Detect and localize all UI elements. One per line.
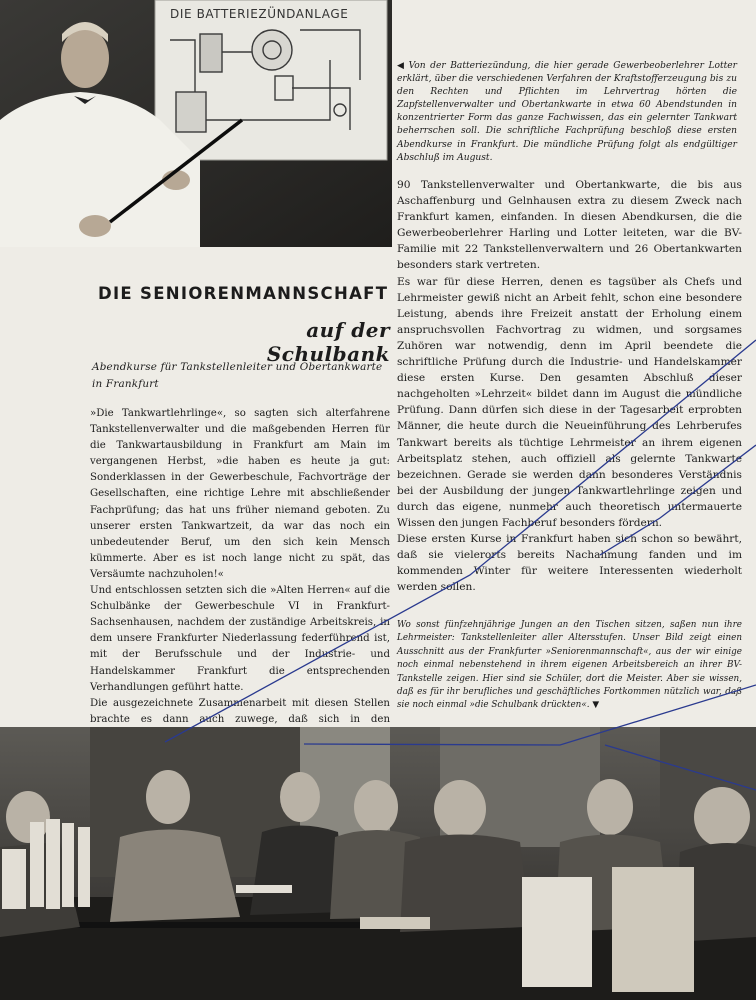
left-paragraph-1: »Die Tankwartlehrlinge«, so sagten sich alterfahrene Tankstellenverwalter und die maßgebenden Herren für die Tankwartausbildung in Frankfurt am Main im vergangenen Herbst, »die haben es heute ja gut: Sonderklassen in der Gewerbeschule, Fachvorträge der Gesellschaften, eine richtige Lehre mit abschließender Fachprüfung; das hat uns früher niemand geboten. Zu unserer ersten Tankwartzeit, da war das noch ein unbedeutender Beruf, um den sich kein Mensch kümmerte. Aber es ist noch lange nicht zu spät, das Versäumte nachzuholen!«: [90, 408, 390, 580]
diagram-title: DIE BATTERIEZÜNDANLAGE: [170, 7, 349, 21]
left-paragraph-3: Die ausgezeichnete Zusammenarbeit mit diesen Stellen brachte es dann auch zuwege, daß sich in den: [90, 697, 390, 725]
caption-top-text: Von der Batteriezündung, die hier gerade Gewerbeoberlehrer Lotter erklärt, über die verschiedenen Verfahren der Kraftstofferzeugung bis zu den Rechten und Pflichten im Lehrvertrag hörten die Zapfstellenverwalter und Obertankwarte in etwa 60 Abendstunden in konzentrierter Form das ganze Fachwissen, das ein gelernter Tankwart beherrschen soll. Die schriftliche Fachprüfung beschloß diese ersten Abendkurse in Frankfurt. Die mündliche Prüfung folgt als endgültiger Abschluß im August.: [397, 61, 737, 163]
right-paragraph-1: 90 Tankstellenverwalter und Obertankwarte, die bis aus Aschaffenburg und Gelnhausen extra zu diesem Zweck nach Frankfurt kamen, einfanden. In diesen Abendkursen, die die Gewerbeoberlehrer Harling und Lotter leiteten, war die BV-Familie mit 22 Tankstellenverwaltern und 26 Obertankwarten besonders stark vertreten.: [397, 179, 742, 272]
left-column-body: [90, 406, 390, 760]
article-headline: DIE SENIORENMANNSCHAFT: [98, 284, 389, 303]
right-column-body: [397, 177, 742, 595]
lecturer-photo-illustration: [0, 0, 392, 247]
bottom-photo-caption: [397, 619, 742, 713]
right-paragraph-2: Es war für diese Herren, denen es tagsüber als Chefs und Lehrmeister gewiß nicht an Arbeit fehlt, schon eine besondere Leistung, abends ihre Freizeit anstatt der Erholung einem anspruchsvollen Fachvortrag zu widmen, und sorgsames Zuhören war notwendig, denn im April beendete die schriftliche Prüfung durch die Industrie- und Handelskammer diese ersten Kurse. Den gesamten Abschluß dieser nachgeholten »Lehrzeit« bildet dann im August die mündliche Prüfung. Dann dürfen sich diese in der Tagesarbeit erprobten Männer, die heute durch die Neueinführung des Lehrberufes Tankwart bereits als tüchtige Lehrmeister an ihrem eigenen Arbeitsplatz stehen, auch offiziell als gelernte Tankwarte bezeichnen. Gerade sie werden dann besonderes Verständnis bei der Ausbildung der jungen Tankwartlehrlinge zeigen und durch das eigene, nunmehr auch theoretisch untermauerte Wissen den jungen Fachberuf besonders fördern.: [397, 275, 742, 529]
classroom-photo-illustration: [0, 727, 756, 1000]
caption-bottom-text: Wo sonst fünfzehnjährige Jungen an den Tischen sitzen, saßen nun ihre Lehrmeister: Tankstellenleiter aller Altersstufen. Unser Bild zeigt einen Ausschnitt aus der Frankfurter »Seniorenmannschaft«, aus der wir einige noch einmal nebenstehend in ihrem eigenen Arbeitsbereich an ihrer BV-Tankstelle zeigen. Hier sind sie Schüler, dort die Meister. Aber sie wissen, daß es für ihr berufliches und geschäftliches Fortkommen nützlich war, daß sie noch einmal »die Schulbank drückten«.: [397, 620, 742, 711]
caption-left-arrow-icon: ◀: [397, 61, 406, 71]
right-paragraph-3: Diese ersten Kurse in Frankfurt haben sich schon so bewährt, daß sie vielerorts bereits Nachahmung fanden und im kommenden Winter für weitere Interessenten wiederholt werden sollen.: [397, 533, 742, 594]
caption-down-arrow-icon: ▼: [592, 700, 600, 711]
top-photo-caption: [397, 60, 737, 165]
classroom-photo: [0, 727, 756, 1000]
left-paragraph-2: Und entschlossen setzten sich die »Alten Herren« auf die Schulbänke der Gewerbeschule VI in Frankfurt-Sachsenhausen, nachdem der zuständige Arbeitskreis, in dem unsere Frankfurter Niederlassung federführend ist, mit der Berufsschule und der Industrie- und Handelskammer Frankfurt die entsprechenden Verhandlungen geführt hatte.: [90, 585, 390, 693]
article-headline-script: auf der Schulbank: [266, 318, 390, 366]
article-subtitle: Abendkurse für Tankstellenleiter und Obertankwarte in Frankfurt: [92, 361, 383, 390]
lecturer-photo: [0, 0, 392, 247]
